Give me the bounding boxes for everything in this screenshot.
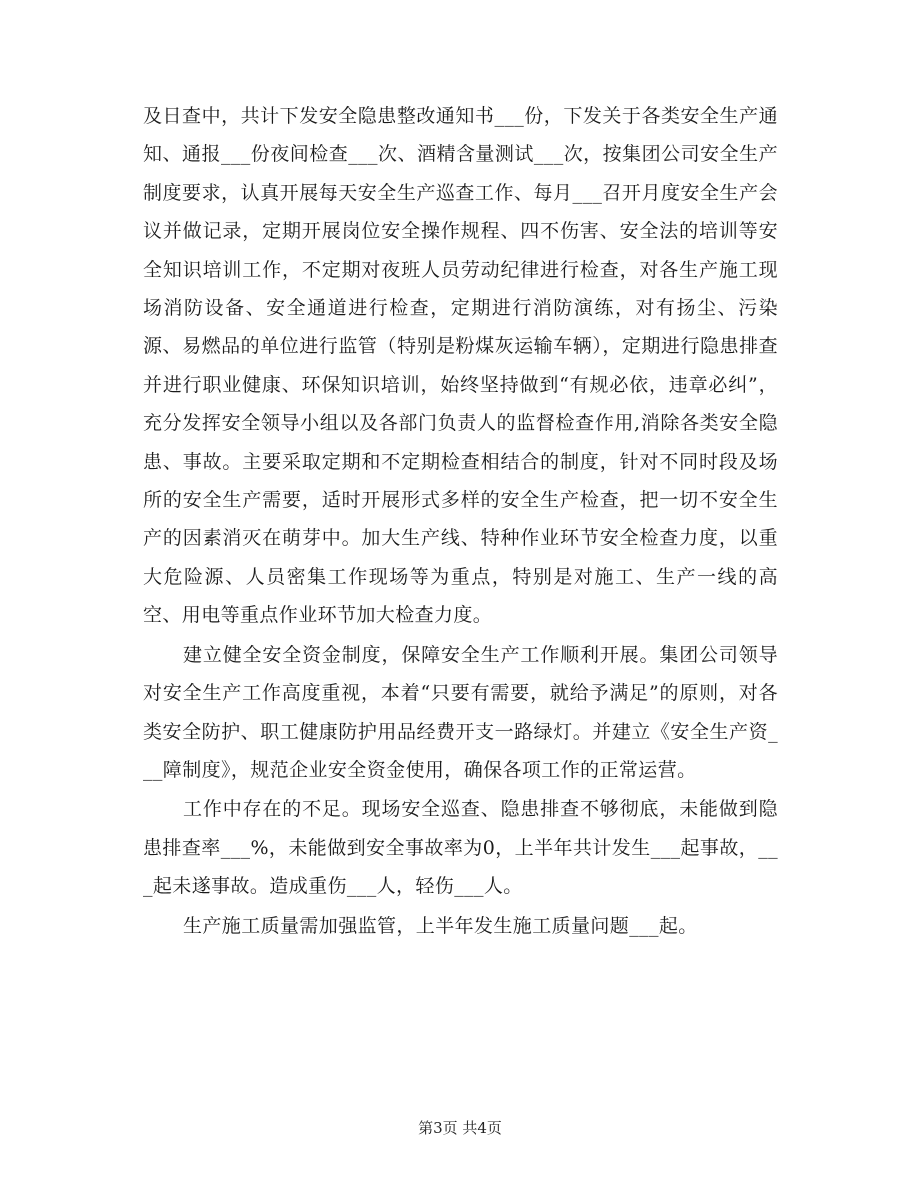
paragraph-shortcomings: 工作中存在的不足。现场安全巡查、隐患排查不够彻底，未能做到隐患排查率___%，未能做到安全事故率为0，上半年共计发生___起事故，___起未遂事故。造成重伤___人，轻伤___人。 (143, 798, 778, 898)
document-body (143, 97, 778, 945)
paragraph-quality-supervision: 生产施工质量需加强监管，上半年发生施工质量问题___起。 (183, 914, 698, 937)
paragraph-inspection-summary: 及日查中，共计下发安全隐患整改通知书___份，下发关于各类安全生产通知、通报___份夜间检查___次、酒精含量测试___次，按集团公司安全生产制度要求，认真开展每天安全生产巡查工作、每月___召开月度安全生产会议并做记录，定期开展岗位安全操作规程、四不伤害、安全法的培训等安全知识培训工作，不定期对夜班人员劳动纪律进行检查，对各生产施工现场消防设备、安全通道进行检查，定期进行消防演练，对有扬尘、污染源、易燃品的单位进行监管（特别是粉煤灰运输车辆），定期进行隐患排查并进行职业健康、环保知识培训，始终坚持做到“有规必依，违章必纠”，充分发挥安全领导小组以及各部门负责人的监督检查作用,消除各类安全隐患、事故。主要采取定期和不定期检查相结合的制度，针对不同时段及场所的安全生产需要，适时开展形式多样的安全生产检查，把一切不安全生产的因素消灭在萌芽中。加大生产线、特种作业环节安全检查力度，以重大危险源、人员密集工作现场等为重点，特别是对施工、生产一线的高空、用电等重点作业环节加大检查力度。 (143, 105, 778, 627)
paragraph-safety-funds: 建立健全安全资金制度，保障安全生产工作顺利开展。集团公司领导对安全生产工作高度重视，本着“只要有需要，就给予满足”的原则，对各类安全防护、职工健康防护用品经费开支一路绿灯。并建立《安全生产资___障制度》，规范企业安全资金使用，确保各项工作的正常运营。 (143, 643, 778, 781)
page-number-footer: 第3页 共4页 (418, 1119, 502, 1137)
